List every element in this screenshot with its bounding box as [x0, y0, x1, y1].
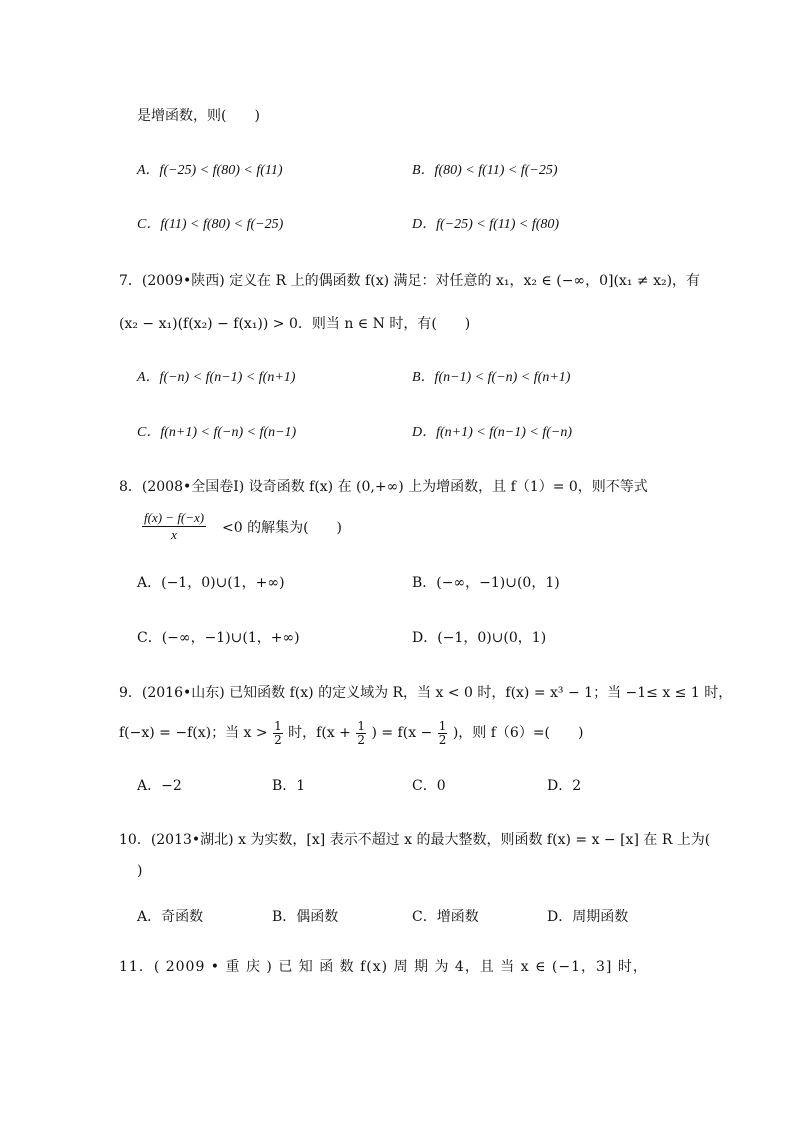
q9-line2-part-d: )，则 f（6）=( ) [452, 725, 584, 741]
q9-half-den-1: 2 [274, 732, 282, 747]
q6-option-a[interactable]: A．f(−25) < f(80) < f(11) [137, 163, 283, 178]
q7-stem-line1: 7．(2009•陕西) 定义在 R 上的偶函数 f(x) 满足：对任意的 x₁，x₂ ∈ (−∞，0](x₁ ≠ x₂)，有 [119, 273, 701, 289]
q8-fraction-denominator: x [171, 527, 177, 542]
q9-half-den-2: 2 [357, 732, 365, 747]
q9-half-num-1: 1 [274, 718, 282, 733]
q8-stem-line1: 8．(2008•全国卷Ⅰ) 设奇函数 f(x) 在 (0,+∞) 上为增函数，且 f（1）= 0，则不等式 [119, 479, 648, 495]
q8-stem-line2: <0 的解集为( ) [222, 520, 343, 536]
q8-fraction-numerator: f(x) − f(−x) [144, 510, 205, 525]
q6-stem: 是增函数，则( ) [137, 108, 260, 124]
q8-option-c[interactable]: C．(−∞，−1)∪(1，+∞) [137, 630, 300, 646]
q6-option-b[interactable]: B．f(80) < f(11) < f(−25) [412, 163, 558, 178]
q9-half-fraction-3 [438, 720, 448, 747]
q9-stem-line1: 9．(2016•山东) 已知函数 f(x) 的定义域为 R，当 x < 0 时，f(x) = x³ − 1；当 −1≤ x ≤ 1 时， [119, 685, 733, 701]
q11-stem-line1: 11．( 2009 • 重 庆 ) 已 知 函 数 f(x) 周 期 为 4，且 当 x ∈ (−1，3] 时， [119, 959, 648, 975]
q9-line2-part-c: ) = f(x − [371, 725, 433, 741]
q7-stem-line2: (x₂ − x₁)(f(x₂) − f(x₁)) > 0．则当 n ∈ N 时，有( ) [119, 316, 471, 332]
q7-option-d[interactable]: D．f(n+1) < f(n−1) < f(−n) [412, 425, 572, 440]
q9-half-fraction-1 [273, 720, 283, 747]
q9-line2-part-a: f(−x) = −f(x)；当 x > [119, 725, 268, 741]
q10-option-c[interactable]: C．增函数 [412, 909, 479, 925]
q9-line2-part-b: 时，f(x + [288, 725, 351, 741]
q10-option-a[interactable]: A．奇函数 [137, 909, 204, 925]
q9-option-c[interactable]: C．0 [412, 778, 446, 794]
q9-option-b[interactable]: B．1 [272, 778, 306, 794]
q9-half-den-3: 2 [438, 732, 447, 747]
q9-stem-line2 [119, 717, 583, 749]
q8-fraction [142, 510, 206, 543]
q9-half-fraction-2 [356, 720, 366, 747]
q8-option-a[interactable]: A．(−1，0)∪(1，+∞) [137, 575, 285, 591]
q10-option-b[interactable]: B．偶函数 [272, 909, 339, 925]
q10-option-d[interactable]: D．周期函数 [547, 909, 629, 925]
q8-option-d[interactable]: D．(−1，0)∪(0，1) [412, 630, 547, 646]
q10-stem-line1: 10．(2013•湖北) x 为实数，[x] 表示不超过 x 的最大整数，则函数 f(x) = x − [x] 在 R 上为( [119, 832, 711, 848]
q7-option-c[interactable]: C．f(n+1) < f(−n) < f(n−1) [137, 425, 297, 440]
q8-option-b[interactable]: B．(−∞，−1)∪(0，1) [412, 575, 560, 591]
q9-option-d[interactable]: D．2 [547, 778, 582, 794]
q9-half-num-3: 1 [438, 718, 447, 733]
q6-option-c[interactable]: C．f(11) < f(80) < f(−25) [137, 217, 284, 232]
q7-option-b[interactable]: B．f(n−1) < f(−n) < f(n+1) [412, 370, 571, 385]
q6-option-d[interactable]: D．f(−25) < f(11) < f(80) [412, 217, 560, 232]
q10-stem-line2: ) [137, 863, 143, 879]
q9-half-num-2: 1 [357, 718, 365, 733]
q9-option-a[interactable]: A．−2 [137, 778, 182, 794]
q7-option-a[interactable]: A．f(−n) < f(n−1) < f(n+1) [137, 370, 296, 385]
